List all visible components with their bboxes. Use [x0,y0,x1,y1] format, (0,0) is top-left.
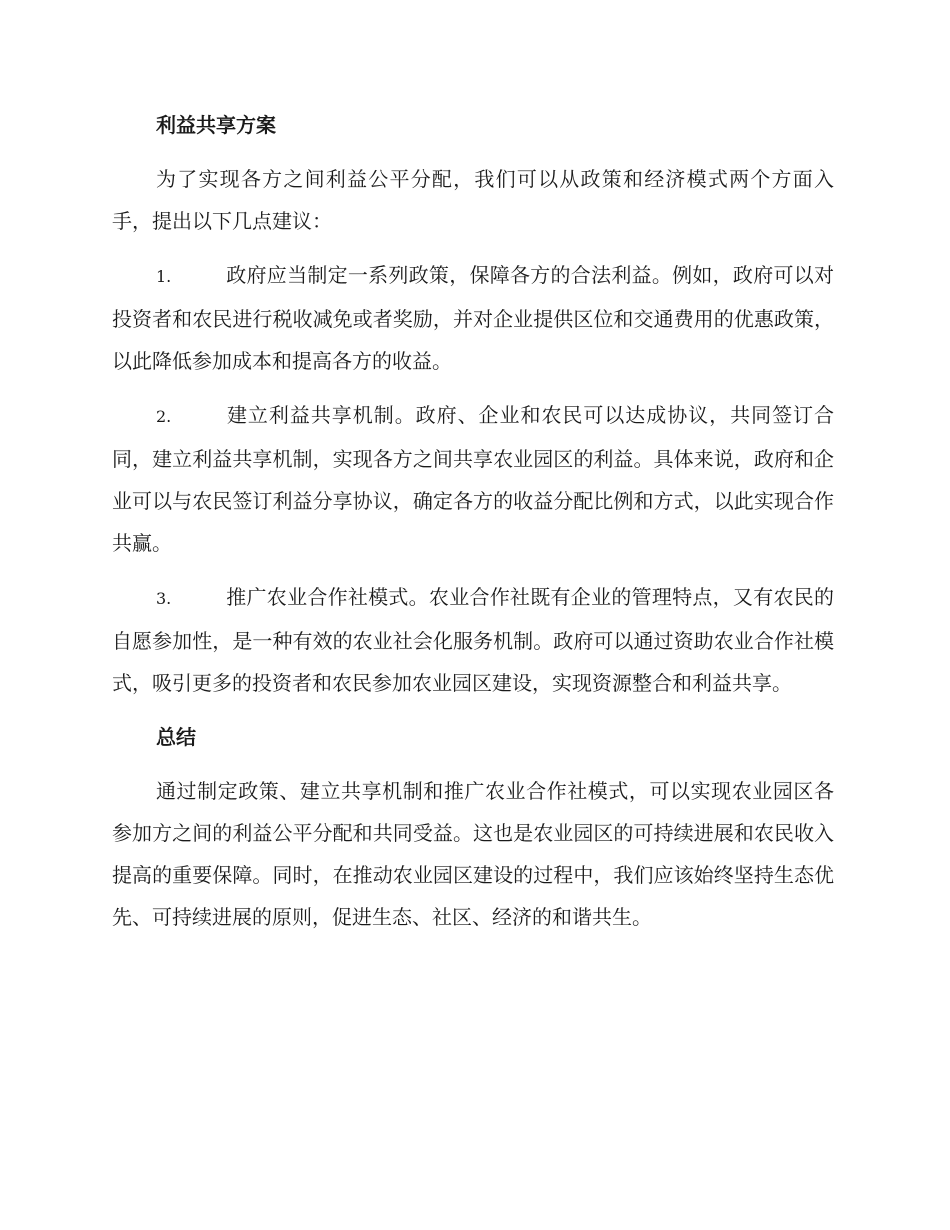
list-text-1: 政府应当制定一系列政策，保障各方的合法利益。例如，政府可以对投资者和农民进行税收减免或者奖励，并对企业提供区位和交通费用的优惠政策，以此降低参加成本和提高各方的收益。 [112,263,834,373]
summary-paragraph: 通过制定政策、建立共享机制和推广农业合作社模式，可以实现农业园区各参加方之间的利益公平分配和共同受益。这也是农业园区的可持续进展和农民收入提高的重要保障。同时，在推动农业园区建设的过程中，我们应该始终坚持生态优先、可持续进展的原则，促进生态、社区、经济的和谐共生。 [112,779,834,929]
list-number-2: 2. [156,407,172,426]
document-page [112,104,834,950]
section-heading-summary: 总结 [156,725,196,749]
list-number-3: 3. [156,589,172,608]
list-number-1: 1. [156,267,172,286]
list-item-3 [112,576,834,704]
list-text-2: 建立利益共享机制。政府、企业和农民可以达成协议，共同签订合同，建立利益共享机制，实现各方之间共享农业园区的利益。具体来说，政府和企业可以与农民签订利益分享协议，确定各方的收益分配比例和方式，以此实现合作共赢。 [112,403,834,555]
list-item-2 [112,394,834,564]
intro-paragraph: 为了实现各方之间利益公平分配，我们可以从政策和经济模式两个方面入手，提出以下几点建议： [112,167,834,233]
section-heading-benefit-sharing: 利益共享方案 [156,113,276,137]
list-item-1 [112,254,834,382]
list-text-3: 推广农业合作社模式。农业合作社既有企业的管理特点，又有农民的自愿参加性，是一种有效的农业社会化服务机制。政府可以通过资助农业合作社模式，吸引更多的投资者和农民参加农业园区建设，实现资源整合和利益共享。 [112,585,834,695]
